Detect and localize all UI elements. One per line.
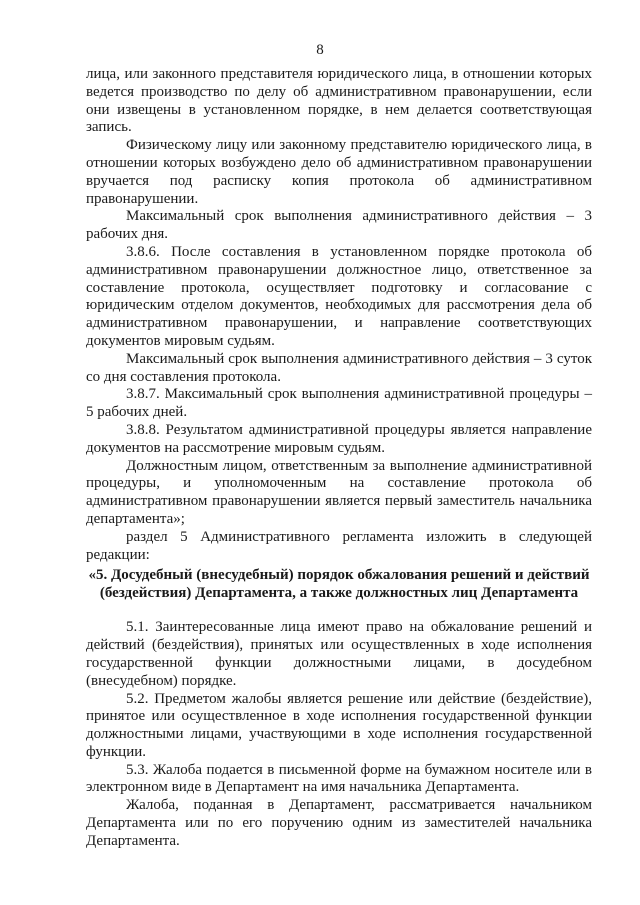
paragraph: Физическому лицу или законному представителю юридического лица, в отношении которых возбуждено дело об административном правонарушении вручается под расписку копия протокола об административном правонарушении. bbox=[86, 137, 592, 207]
paragraph: 5.2. Предметом жалобы является решение или действие (бездействие), принятое или осуществленное в ходе исполнения государственной функции должностными лицами, участвующими в ходе исполнения государственной функции. bbox=[86, 690, 592, 760]
paragraph: раздел 5 Административного регламента изложить в следующей редакции: bbox=[86, 528, 592, 563]
section-heading: «5. Досудебный (внесудебный) порядок обжалования решений и действий (бездействия) Департамента, а также должностных лиц Департамента bbox=[88, 567, 590, 602]
document-body bbox=[86, 66, 592, 851]
paragraph: 3.8.8. Результатом административной процедуры является направление документов на рассмотрение мировым судьям. bbox=[86, 421, 592, 456]
page-number: 8 bbox=[316, 42, 324, 58]
paragraph: Максимальный срок выполнения административного действия – 3 рабочих дня. bbox=[86, 208, 592, 243]
paragraph: 5.1. Заинтересованные лица имеют право на обжалование решений и действий (бездействия), принятых или осуществленных в ходе исполнения государственной функции должностными лицами, в досудебном (внесудебном) порядке. bbox=[86, 619, 592, 689]
heading-spacer bbox=[86, 602, 592, 619]
paragraph: 3.8.7. Максимальный срок выполнения административной процедуры – 5 рабочих дней. bbox=[86, 386, 592, 421]
paragraph: Жалоба, поданная в Департамент, рассматривается начальником Департамента или по его поручению одним из заместителей начальника Департамента. bbox=[86, 797, 592, 849]
paragraph: Максимальный срок выполнения административного действия – 3 суток со дня составления протокола. bbox=[86, 350, 592, 385]
paragraph: 3.8.6. После составления в установленном порядке протокола об административном правонарушении должностное лицо, ответственное за составление протокола, осуществляет подготовку и согласование с юридическим отделом документов, необходимых для рассмотрения дела об административном правонарушении, и направление соответствующих документов мировым судьям. bbox=[86, 243, 592, 349]
paragraph: 5.3. Жалоба подается в письменной форме на бумажном носителе или в электронном виде в Департамент на имя начальника Департамента. bbox=[86, 761, 592, 796]
paragraph: Должностным лицом, ответственным за выполнение административной процедуры, и уполномоченным на составление протокола об административном правонарушении является первый заместитель начальника департамента»; bbox=[86, 457, 592, 527]
paragraph: лица, или законного представителя юридического лица, в отношении которых ведется производство по делу об административном правонарушении, если они извещены в установленном порядке, в нем делается соответствующая запись. bbox=[86, 66, 592, 136]
